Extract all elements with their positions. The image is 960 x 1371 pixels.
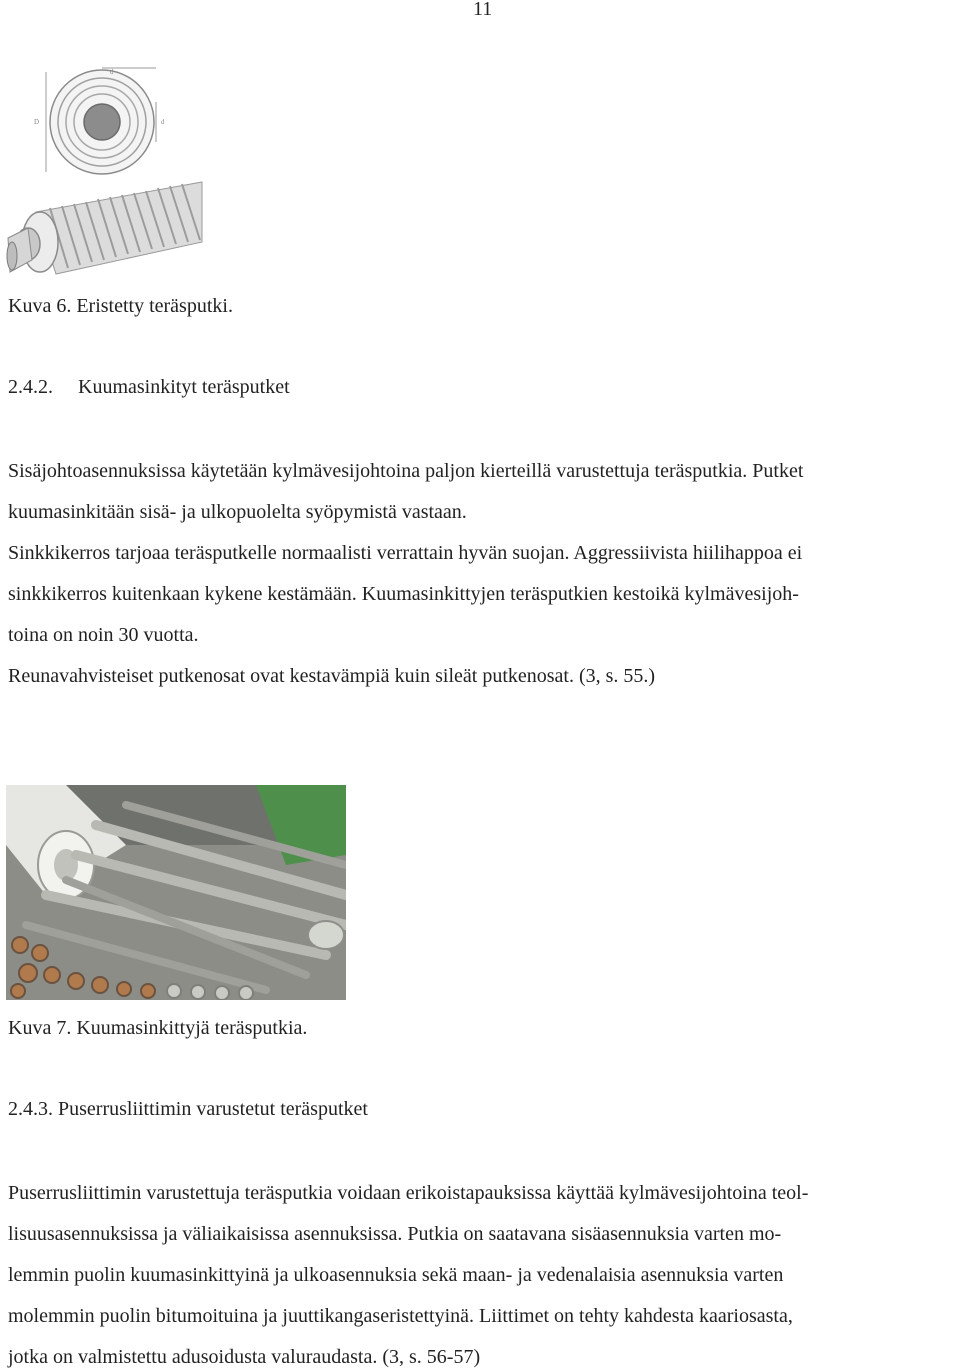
paragraph-line: lisuusasennuksissa ja väliaikaisissa asennuksissa. Putkia on saatavana sisäasennuksia varten mo- xyxy=(8,1223,782,1245)
insulated-pipe-figure xyxy=(6,62,204,280)
paragraph-line: kuumasinkitään sisä- ja ulkopuolelta syöpymistä vastaan. xyxy=(8,501,467,523)
svg-text:D: D xyxy=(34,118,40,126)
pipe-cross-section-drawing xyxy=(34,68,165,174)
paragraph-line: jotka on valmistettu adusoidusta valuraudasta. (3, s. 56-57) xyxy=(8,1346,481,1368)
section-title: Puserrusliittimin varustetut teräsputket xyxy=(58,1098,368,1120)
section-number: 2.4.2. xyxy=(8,376,53,398)
paragraph-line: molemmin puolin bitumoituina ja juuttikangaseristettyinä. Liittimet on tehty kahdesta kaariosasta, xyxy=(8,1305,793,1327)
paragraph-line: lemmin puolin kuumasinkittyinä ja ulkoasennuksia sekä maan- ja vedenalaisia asennuksia varten xyxy=(8,1264,784,1286)
figure-7-caption: Kuva 7. Kuumasinkittyjä teräsputkia. xyxy=(8,1017,308,1039)
paragraph-line: Sinkkikerros tarjoaa teräsputkelle normaalisti verrattain hyvän suojan. Aggressiivista hiilihappoa ei xyxy=(8,542,803,564)
galvanized-pipes-photo xyxy=(6,785,346,1000)
section-number: 2.4.3. xyxy=(8,1098,53,1120)
paragraph-line: sinkkikerros kuitenkaan kykene kestämään. Kuumasinkittyjen teräsputkien kestoikä kylmävesijoh- xyxy=(8,583,799,605)
paragraph-line: Puserrusliittimin varustettuja teräsputkia voidaan erikoistapauksissa käyttää kylmävesijohtoina teol- xyxy=(8,1182,809,1204)
paragraph-line: toina on noin 30 vuotta. xyxy=(8,624,199,646)
figure-6-caption: Kuva 6. Eristetty teräsputki. xyxy=(8,295,233,317)
page-number: 11 xyxy=(473,0,493,20)
svg-text:d: d xyxy=(161,118,165,126)
paragraph-line: Reunavahvisteiset putkenosat ovat kestavämpiä kuin sileät putkenosat. (3, s. 55.) xyxy=(8,665,656,687)
section-title: Kuumasinkityt teräsputket xyxy=(78,376,290,398)
corrugated-pipe-drawing xyxy=(7,182,202,274)
section-heading-2-4-2 xyxy=(8,376,290,399)
svg-text:d: d xyxy=(110,68,114,76)
paragraph-line: Sisäjohtoasennuksissa käytetään kylmävesijohtoina paljon kierteillä varustettuja teräsputkia. Putket xyxy=(8,460,804,482)
section-heading-2-4-3 xyxy=(8,1098,368,1121)
